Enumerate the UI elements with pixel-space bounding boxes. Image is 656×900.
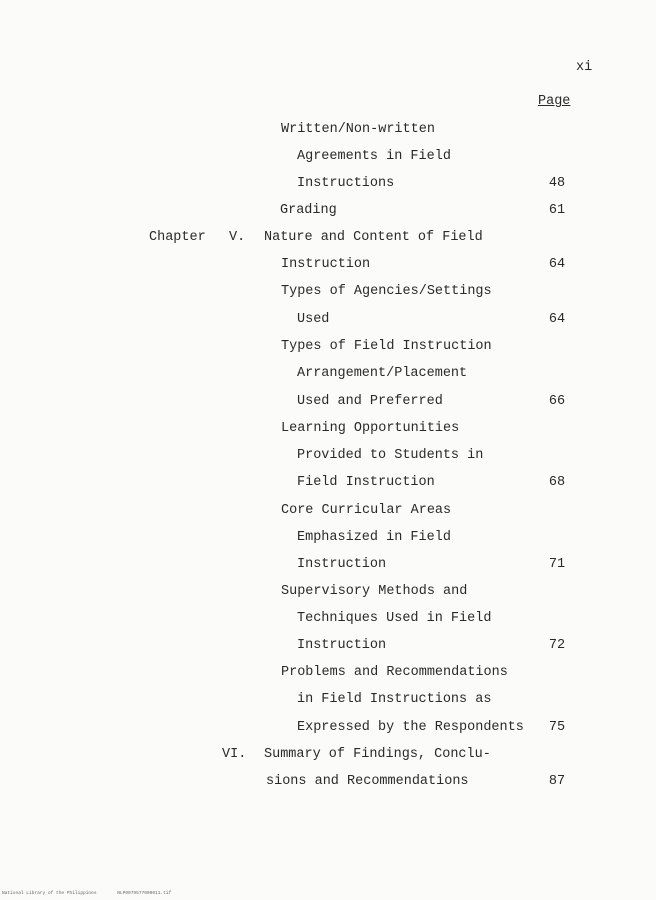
toc-entry-page: 75 [548, 720, 566, 735]
toc-entry-text: Techniques Used in Field [297, 611, 492, 626]
toc-entry-page: 64 [548, 257, 566, 272]
toc-entry-page: 87 [548, 774, 566, 789]
toc-entry-page: 72 [548, 638, 566, 653]
toc-entry-page: 68 [548, 475, 566, 490]
toc-entry-text: Types of Field Instruction [281, 339, 492, 354]
toc-entry-page: 71 [548, 557, 566, 572]
toc-entry-page: 48 [548, 176, 566, 191]
toc-entry-text: Expressed by the Respondents [297, 720, 524, 735]
toc-entry-text: Instruction [297, 638, 387, 653]
chapter-title: Summary of Findings, Conclu- [264, 747, 491, 762]
toc-entry-text: Learning Opportunities [281, 421, 460, 436]
toc-entry-text: Written/Non-written [281, 122, 435, 137]
page-number: xi [576, 60, 593, 75]
chapter-label: Chapter [149, 230, 206, 245]
toc-entry-text: Used [297, 312, 330, 327]
chapter-numeral: VI. [222, 747, 247, 762]
footer-source: National Library of the Philippines [2, 891, 97, 896]
page-column-label: Page [538, 94, 571, 109]
toc-entry-text: in Field Instructions as [297, 692, 492, 707]
toc-entry-text: sions and Recommendations [266, 774, 469, 789]
toc-entry-text: Instruction [297, 557, 387, 572]
toc-entry-text: Emphasized in Field [297, 530, 451, 545]
toc-entry-text: Problems and Recommendations [281, 665, 508, 680]
toc-entry-page: 61 [548, 203, 566, 218]
toc-entry-text: Grading [280, 203, 337, 218]
footer-filename: NLP0079577000011.tif [117, 891, 172, 896]
toc-entry-text: Types of Agencies/Settings [281, 284, 492, 299]
scan-footer [2, 891, 189, 896]
toc-entry-text: Provided to Students in [297, 448, 484, 463]
toc-entry-text: Used and Preferred [297, 394, 443, 409]
chapter-title: Nature and Content of Field [264, 230, 483, 245]
toc-entry-text: Agreements in Field [297, 149, 451, 164]
toc-entry-text: Supervisory Methods and [281, 584, 468, 599]
chapter-numeral: V. [229, 230, 246, 245]
toc-entry-text: Arrangement/Placement [297, 366, 468, 381]
toc-entry-text: Instructions [297, 176, 395, 191]
toc-entry-page: 64 [548, 312, 566, 327]
toc-entry-text: Instruction [281, 257, 371, 272]
toc-entry-text: Core Curricular Areas [281, 503, 452, 518]
toc-entry-text: Field Instruction [297, 475, 435, 490]
toc-entry-page: 66 [548, 394, 566, 409]
